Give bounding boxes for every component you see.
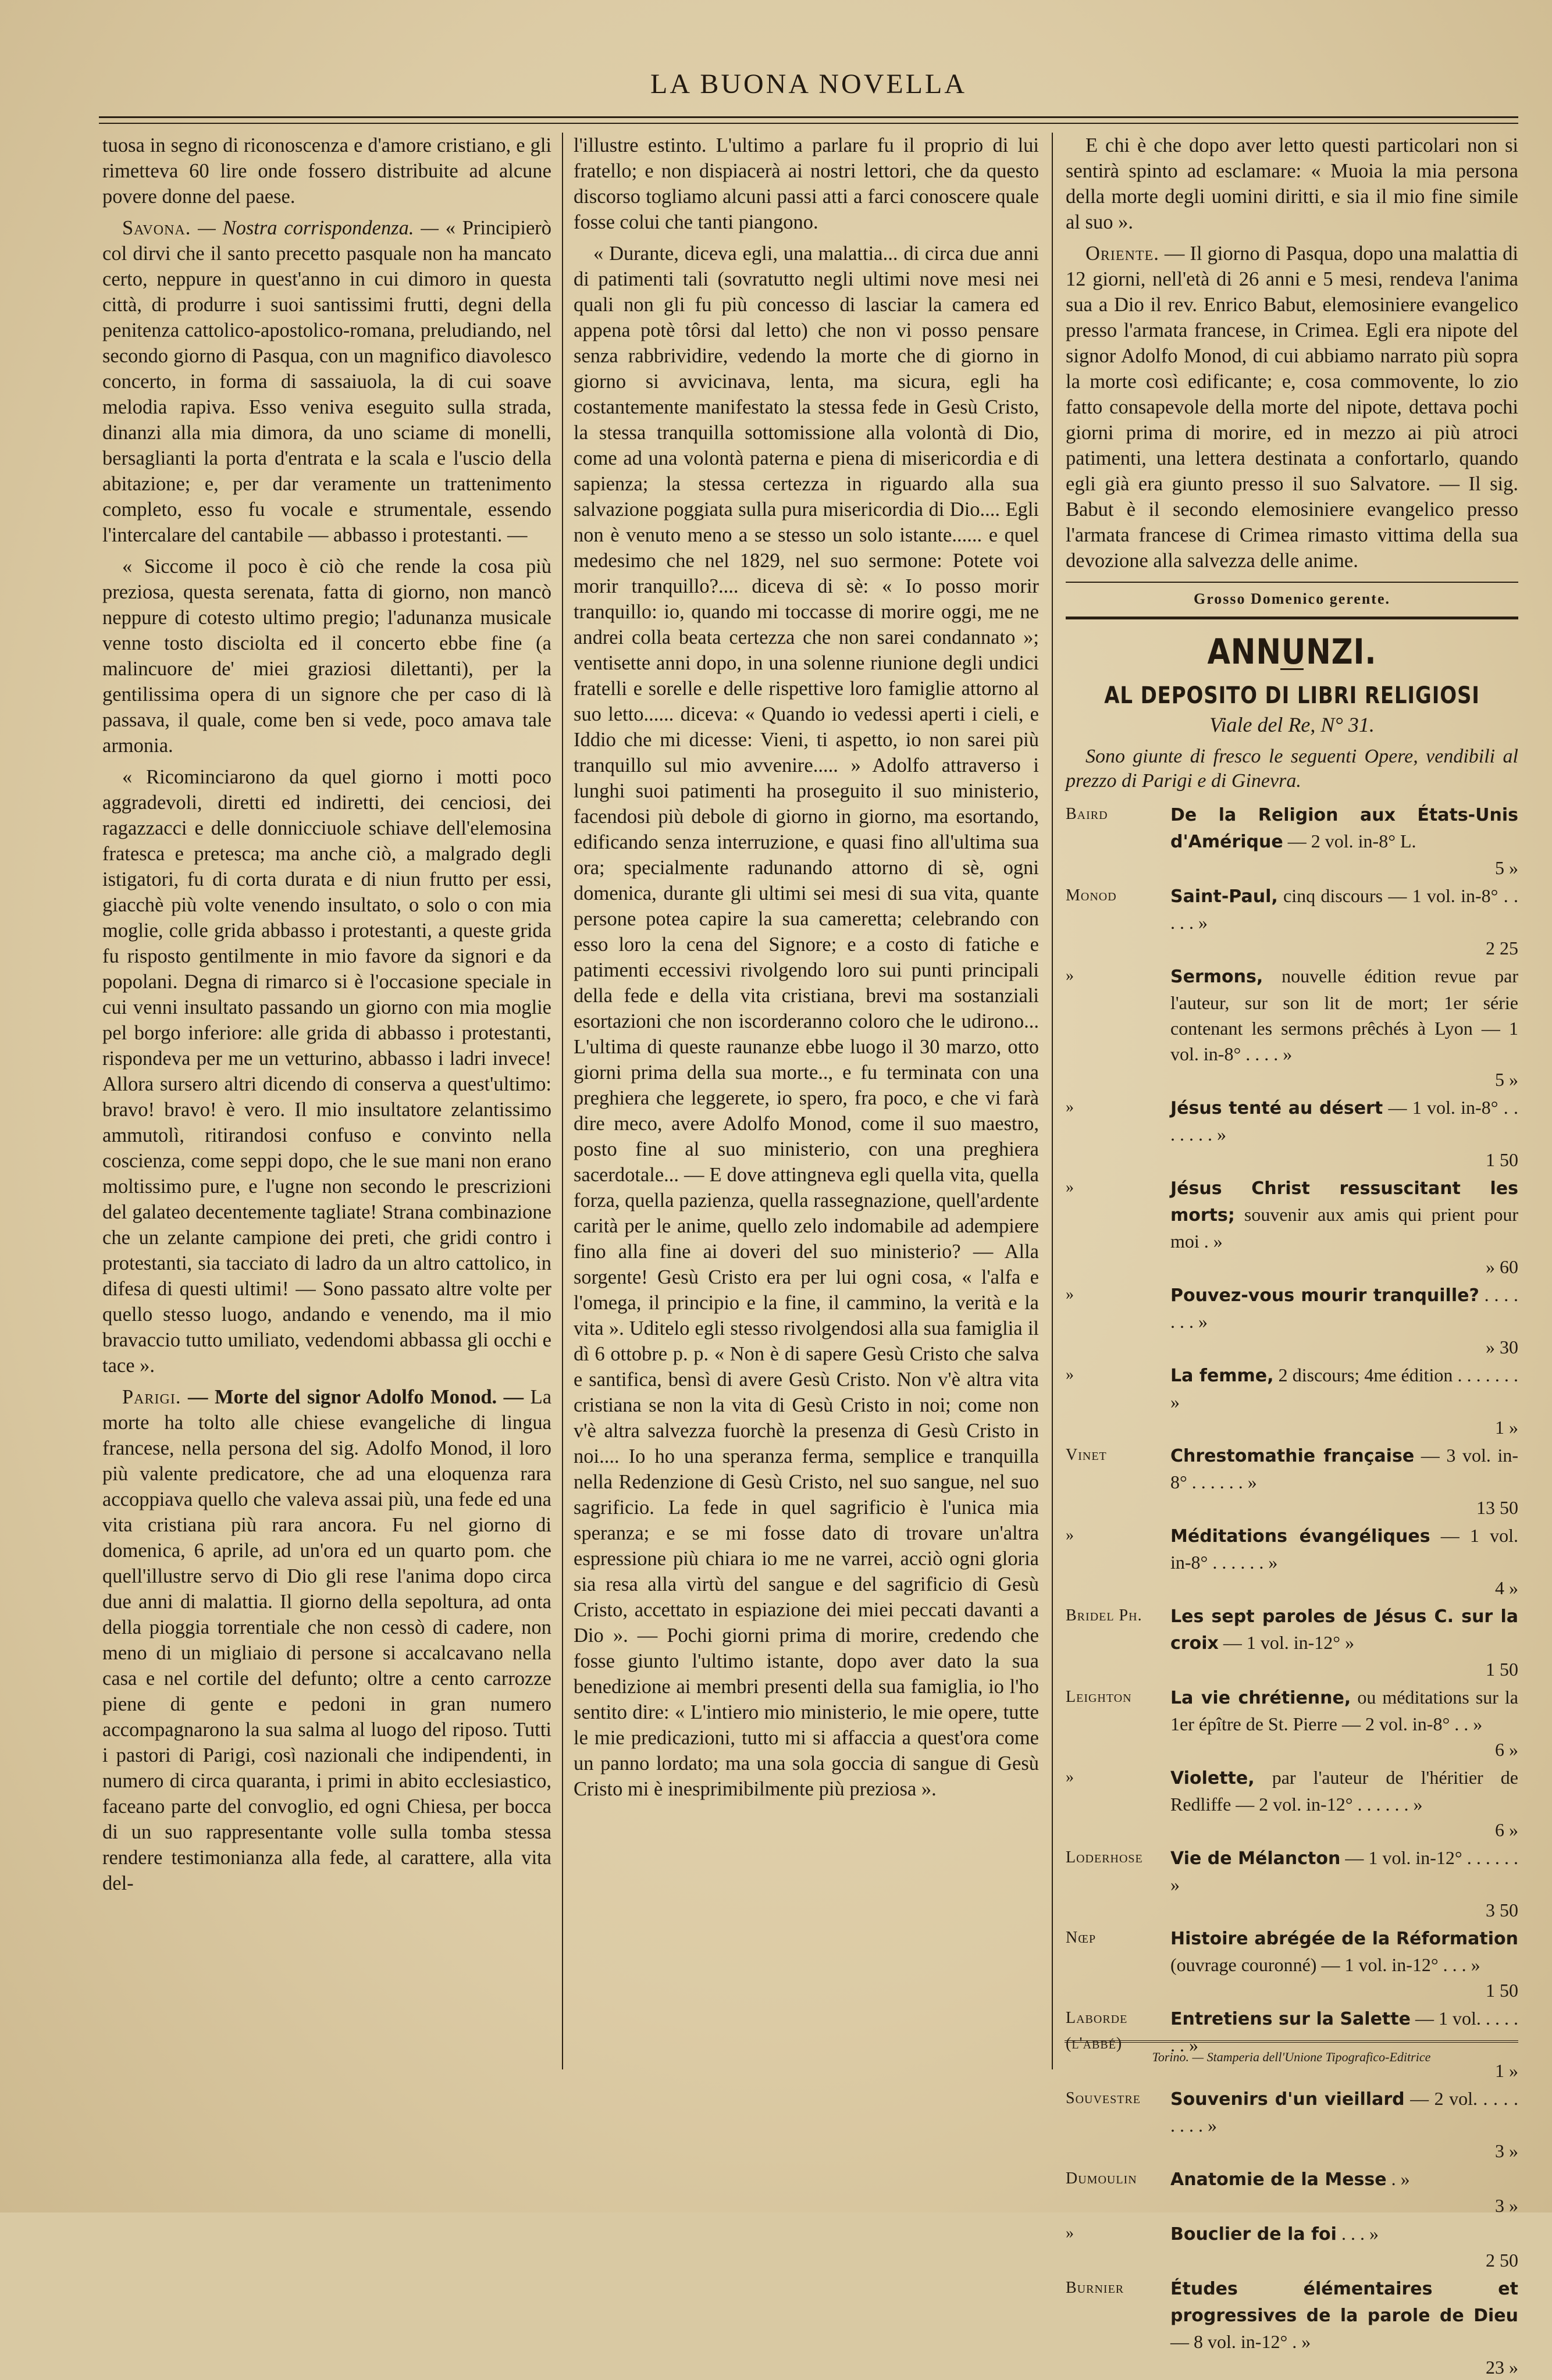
book-price: » 30 xyxy=(1486,1337,1518,1358)
book-details: — 3 vol. in-8° . . . . . . » xyxy=(1170,1445,1519,1492)
book-author: Baird xyxy=(1066,805,1108,823)
book-description xyxy=(1170,2086,1518,2164)
column-divider-2 xyxy=(1052,133,1053,2069)
column-1 xyxy=(102,133,551,2064)
paragraph: E chi è che dopo aver letto questi particolari non si sentirà spinto ad esclamare: « Muoia la mia persona della morte degli uomini diritti, e sia il mio fine simile al suo ». xyxy=(1066,134,1518,233)
book-entry xyxy=(1066,1523,1518,1601)
book-price: 4 » xyxy=(1495,1577,1518,1598)
book-details: — 1 vol. in-12° » xyxy=(1218,1632,1355,1653)
book-details: . . . . . . . » xyxy=(1170,1284,1518,1332)
book-price: 6 » xyxy=(1495,1739,1518,1760)
book-details: — 1 vol. in-8° . . . . . . » xyxy=(1170,1525,1518,1573)
book-entry xyxy=(1066,1442,1518,1520)
book-details: . » xyxy=(1386,2168,1410,2189)
book-price: 1 » xyxy=(1495,2060,1518,2081)
book-entry xyxy=(1066,1925,1518,2003)
book-description xyxy=(1170,1684,1518,1762)
book-entry xyxy=(1066,2086,1518,2164)
book-title: Méditations évangéliques xyxy=(1170,1526,1430,1547)
book-author: » xyxy=(1066,1366,1074,1384)
book-description xyxy=(1170,883,1518,961)
book-description xyxy=(1170,2221,1518,2273)
printer-line: Torino. — Stamperia dell'Unione Tipografico-Editrice xyxy=(1152,2050,1431,2064)
book-description xyxy=(1170,801,1518,881)
book-author: Dumoulin xyxy=(1066,2169,1137,2187)
book-description xyxy=(1170,1282,1518,1360)
book-description xyxy=(1170,1095,1518,1173)
book-title: Les sept paroles de Jésus C. sur la croix xyxy=(1170,1606,1518,1654)
column-2 xyxy=(574,133,1039,2064)
annunzi-heading: ANNUNZI. xyxy=(1207,632,1377,672)
book-author: Nœp xyxy=(1066,1929,1097,1947)
book-list xyxy=(1066,801,1518,2380)
book-entry xyxy=(1066,2005,1518,2083)
book-entry xyxy=(1066,1765,1518,1843)
book-details: — 8 vol. in-12° . » xyxy=(1170,2331,1311,2352)
book-price: 3 50 xyxy=(1486,1900,1518,1921)
book-price: 1 50 xyxy=(1486,1659,1518,1680)
book-description xyxy=(1170,1603,1518,1682)
book-details: (ouvrage couronné) — 1 vol. in-12° . . . » xyxy=(1170,1954,1480,1975)
book-details: . . . » xyxy=(1336,2223,1379,2244)
book-title: Violette, xyxy=(1170,1768,1255,1788)
book-author: Burnier xyxy=(1066,2279,1124,2297)
masthead-rule xyxy=(99,116,1518,124)
book-author: » xyxy=(1066,1526,1074,1544)
book-price: 6 » xyxy=(1495,1819,1518,1840)
book-entry xyxy=(1066,1362,1518,1440)
book-title: La vie chrétienne, xyxy=(1170,1688,1351,1708)
book-description xyxy=(1170,2275,1518,2380)
book-price: 23 » xyxy=(1486,2357,1518,2378)
book-author: » xyxy=(1066,1178,1074,1196)
book-price: 2 50 xyxy=(1486,2250,1518,2271)
book-author: » xyxy=(1066,967,1074,985)
article-title: — Morte del signor Adolfo Monod. — xyxy=(187,1386,524,1408)
book-description xyxy=(1170,1362,1518,1440)
book-description xyxy=(1170,2166,1518,2218)
book-details: par l'auteur de l'héritier de Redliffe — 2 vol. in-12° . . . . . . » xyxy=(1170,1767,1518,1815)
book-price: 5 » xyxy=(1495,1069,1518,1090)
deposito-heading: AL DEPOSITO DI LIBRI RELIGIOSI xyxy=(1104,682,1480,709)
book-details: ou méditations sur la 1er épître de St. Pierre — 2 vol. in-8° . . » xyxy=(1170,1687,1518,1734)
book-description xyxy=(1170,963,1518,1092)
book-entry xyxy=(1066,1282,1518,1360)
book-details: — 1 vol. . . . . . . » xyxy=(1170,2008,1519,2055)
book-title: La femme, xyxy=(1170,1366,1274,1386)
paragraph-text: « Principierò col dirvi che il santo precetto pasquale non ha mancato certo, neppure in quest'anno in cui dimoro in questa città, di produrre i suoi santissimi frutti, degni della penitenza cattolico-apostolico-romana, preludiando, nel secondo giorno di Pasqua, con un magnifico diavolesco concerto, in forma di sassaiuola, la di cui soave melodia rapiva. Esso veniva eseguito sulla strada, dinanzi alla mia dimora, da uno sciame di monelli, bersaglianti la porta d'entrata e la scala e l'uscio della abitazione; e, per dar veramente un trattenimento completo, esso fu vocale e strumentale, essendo l'intercalare del cantabile — abbasso i protestanti. — xyxy=(102,217,552,546)
book-author: Leighton xyxy=(1066,1688,1132,1706)
book-details: nouvelle édition revue par l'auteur, sur son lit de mort; 1er série contenant les sermons prêchés à Lyon — 1 vol. in-8° . . . . » xyxy=(1170,965,1518,1064)
book-price: 2 25 xyxy=(1486,938,1518,959)
paragraph-text: — Il giorno di Pasqua, dopo una malattia di 12 giorni, nell'età di 26 anni e 5 mesi, rendeva l'anima sua a Dio il rev. Enrico Babut, elemosiniere evangelico presso l'armata francese, in Crimea. Egli era nipote del signor Adolfo Monod, di cui abbiamo narrato più sopra la morte così edificante; e, cosa commovente, lo zio fatto consapevole della morte del nipote, dettava pochi giorni prima di morire, ed in mezzo ai più atroci patimenti, una lettera destinata a confortarlo, quando egli già era giunto presso il suo Salvatore. — Il sig. Babut è il secondo elemosiniere evangelico presso l'armata francese di Crimea rimasto vittima della sua devozione alla salvezza delle anime. xyxy=(1066,243,1519,572)
book-description xyxy=(1170,1442,1518,1520)
book-title: Vie de Mélancton xyxy=(1170,1848,1341,1869)
paragraph-oriente xyxy=(1066,241,1518,573)
paragraph: « Ricominciarono da quel giorno i motti poco aggradevoli, diretti ed indiretti, dei cenciosi, dei ragazzacci e delle donnicciuole schiave dell'elemosina fratesca e pretesca; ma anche ciò, a malgrado degli istigatori, fu di corta durata e di niun frutto per essi, giacchè più volte venendo insultato, o solo o con mia moglie, colle grida abbasso i protestanti, a queste grida fu risposto gentilmente in mio favore da signori e da popolani. Degna di rimarco si è l'occasione speciale in cui venni insultato passando un giorno con mia moglie pel borgo inferiore: alle grida di abbasso i protestanti, rispondeva per me un vetturino, abbasso i ladri invece! Allora sursero altri dicendo di conserva a quest'ultimo: bravo! bravo! è vero. Il mio insultatore zelantissimo ammutolì, ritirandosi confuso e convinto nella coscienza, come seppi dopo, che le sue mani non erano moltissimo pure, e l'ugne non secondo le prescrizioni del galateo decentemente tagliate! Strana combinazione che un zelante campione dei preti, che gridi contro i protestanti, sia tacciato di ladro da un altro cattolico, in difesa di questi ultimi! — Sono passato altre volte per quello stesso luogo, andando e venendo, ma il mio bravaccio tutto umiliato, vedendomi abbassa gli occhi e tace ». xyxy=(102,766,551,1377)
book-description xyxy=(1170,1925,1518,2003)
book-title: De la Religion aux États-Unis d'Amérique xyxy=(1170,805,1518,852)
book-title: Bouclier de la foi xyxy=(1170,2224,1337,2244)
book-author: » xyxy=(1066,1098,1074,1116)
book-details: 2 discours; 4me édition . . . . . . . » xyxy=(1170,1364,1519,1412)
paragraph: l'illustre estinto. L'ultimo a parlare fu il proprio di lui fratello; e non dispiacerà ai nostri lettori, che da questo discorso togliamo alcuni passi atti a farci conoscere quale fosse colui che tanti piangono. xyxy=(574,134,1039,233)
book-price: 5 » xyxy=(1495,857,1518,878)
column-divider-1 xyxy=(562,133,563,2069)
section-heading-savona: Savona. xyxy=(122,217,191,239)
book-author: Monod xyxy=(1066,886,1117,904)
book-title: Saint-Paul, xyxy=(1170,886,1278,907)
book-description xyxy=(1170,1523,1518,1601)
book-entry xyxy=(1066,2275,1518,2380)
book-description xyxy=(1170,1845,1518,1923)
book-details: souvenir aux amis qui prient pour moi . » xyxy=(1170,1204,1518,1252)
book-title: Chrestomathie française xyxy=(1170,1446,1415,1466)
book-details: — 2 vol. in-8° L. xyxy=(1283,831,1416,851)
book-price: 1 50 xyxy=(1486,1980,1518,2001)
book-title: Pouvez-vous mourir tranquille? xyxy=(1170,1285,1479,1306)
book-author: Laborde (l'abbé) xyxy=(1066,2009,1128,2053)
paragraph: tuosa in segno di riconoscenza e d'amore cristiano, e gli rimetteva 60 lire onde fossero distribuite ad alcune povere donne del paese. xyxy=(102,134,551,208)
book-price: 1 » xyxy=(1495,1417,1518,1438)
book-details: — 2 vol. . . . . . . . . » xyxy=(1170,2088,1518,2136)
masthead-title: LA BUONA NOVELLA xyxy=(650,69,967,99)
book-entry xyxy=(1066,963,1518,1092)
book-author: Vinet xyxy=(1066,1446,1107,1464)
intro-text: Sono giunte di fresco le seguenti Opere, vendibili al prezzo di Parigi e di Ginevra. xyxy=(1066,746,1518,792)
book-entry xyxy=(1066,1684,1518,1762)
book-author: » xyxy=(1066,2224,1074,2242)
book-author: Souvestre xyxy=(1066,2089,1141,2107)
book-entry xyxy=(1066,2166,1518,2218)
book-price: 3 » xyxy=(1495,2195,1518,2216)
book-title: Souvenirs d'un vieillard xyxy=(1170,2089,1405,2110)
book-title: Entretiens sur la Salette xyxy=(1170,2009,1411,2029)
gerente-line: Grosso Domenico gerente. xyxy=(1066,582,1518,619)
paragraph-text: La morte ha tolto alle chiese evangeliche di lingua francese, nella persona del sig. Adolfo Monod, il loro più valente predicatore, che ad una eloquenza rara accoppiava quello che valeva assai più, una fede ed una vita cristiana più rara ancora. Fu nel giorno di domenica, 6 aprile, ad un'ora ed un quarto pom. che quell'illustre servo di Dio gli rese l'anima dopo circa due anni di malattia. Il giorno della sepoltura, ad onta della pioggia torrentiale che non cessò di cadere, non meno di un migliaio di persone si accalcavano nella casa e nel cortile del defunto; oltre a cento carrozze piene di gente e pedoni in gran numero accompagnarono la sua salma al luogo del riposo. Tutti i pastori di Parigi, così nazionali che indipendenti, in numero di circa quaranta, i primi in abito ecclesiastico, faceano parte del convoglio, ed ogni Chiesa, per bocca di un suo rappresentante volle sulla tomba stessa rendere testimonianza alla fede, al carattere, alla vita del- xyxy=(102,1386,552,1894)
book-details: — 1 vol. in-12° . . . . . . » xyxy=(1170,1847,1519,1895)
book-title: Anatomie de la Messe xyxy=(1170,2169,1387,2190)
book-description xyxy=(1170,1175,1518,1280)
book-author: » xyxy=(1066,1768,1074,1786)
book-details: — 1 vol. in-8° . . . . . . . » xyxy=(1170,1097,1519,1145)
book-description xyxy=(1170,1765,1518,1843)
book-author: Bridel Ph. xyxy=(1066,1606,1142,1624)
book-entry xyxy=(1066,1095,1518,1173)
book-title: Histoire abrégée de la Réformation xyxy=(1170,1929,1518,1949)
book-entry xyxy=(1066,883,1518,961)
book-price: » 60 xyxy=(1486,1256,1518,1277)
book-title: Jésus tenté au désert xyxy=(1170,1098,1383,1118)
footer-rule xyxy=(1065,2040,1518,2043)
book-entry xyxy=(1066,1845,1518,1923)
book-entry xyxy=(1066,2221,1518,2273)
book-entry xyxy=(1066,1175,1518,1280)
book-title: Sermons, xyxy=(1170,967,1263,987)
book-author: Loderhose xyxy=(1066,1848,1143,1866)
book-author: » xyxy=(1066,1285,1074,1303)
book-price: 3 » xyxy=(1495,2140,1518,2161)
section-heading-parigi: Parigi. xyxy=(122,1386,181,1408)
section-heading-oriente: Oriente. xyxy=(1085,243,1159,265)
paragraph: « Siccome il poco è ciò che rende la cosa più preziosa, questa serenata, fatta di giorno, non mancò neppure di cotesto ultimo pregio; l'adunanza musicale venne tosto disciolta ed il concerto ebbe fine (a malincuore de' miei graziosi dilettanti), per la gentilissima opera di un signore che per caso di là passava, il quale, come ben si vede, poco amava tale armonia. xyxy=(102,555,551,757)
section-subheading: — Nostra corrispondenza. — xyxy=(198,217,439,239)
paragraph-parigi xyxy=(102,1384,551,1896)
book-price: 13 50 xyxy=(1476,1497,1518,1518)
book-title: Études élémentaires et progressives de la parole de Dieu xyxy=(1170,2279,1518,2326)
book-details: cinq discours — 1 vol. in-8° . . . . . » xyxy=(1170,885,1518,933)
book-entry xyxy=(1066,1603,1518,1682)
book-entry xyxy=(1066,801,1518,881)
book-title: Jésus Christ ressuscitant les morts; xyxy=(1170,1178,1518,1225)
book-price: 1 50 xyxy=(1486,1149,1518,1170)
book-description xyxy=(1170,2005,1518,2083)
column-3 xyxy=(1066,133,1519,2378)
address: Viale del Re, N° 31. xyxy=(1209,713,1375,736)
paragraph-savona xyxy=(102,215,551,548)
paragraph: « Durante, diceva egli, una malattia... di circa due anni di patimenti tali (sovratutto negli ultimi nove mesi nei quali non gli fu più concesso di lasciar la camera ed appena potè tôrsi dal letto) che non vi posso pensare senza rabbrividire, vedendo la morte che di giorno in giorno si avvicinava, lenta, ma sicura, egli ha costantemente manifestato la stessa fede in Gesù Cristo, la stessa tranquilla sottomissione alla volontà di Dio, come ad una volontà paterna e piena di misericordia e di sapienza; la stessa certezza in riguardo alla sua salvazione poggiata sulla pura misericordia di Dio.... Egli non è venuto meno a se stesso un solo istante...... e quel medesimo che nel 1829, nel suo sermone: Potete voi morir tranquillo?.... diceva di sè: « Io posso morir tranquillo: io, quando mi toccasse di morire oggi, me ne andrei colla beata certezza che non sarei condannato »; ventisette anni dopo, in una solenne riunione degli undici fratelli e sorelle e delle rispettive loro famiglie attorno al suo letto...... diceva: « Quando io vedessi aperti i cieli, e Iddio che mi dicesse: Vieni, ti aspetto, io non sarei più tranquillo sul mio avvenire..... » Adolfo attraverso i lunghi suoi patimenti ha proseguito il suo ministerio, facendosi più debole di giorno in giorno, ma esortando, edificando senza interruzione, e quasi fino all'ultima sua ora; specialmente radunando attorno di sè, ogni domenica, durante gli ultimi sei mesi di sua vita, quante persone potea capire la sua cameretta; celebrando con esso loro la cena del Signore; e a costo di fatiche e patimenti eccessivi rivolgendo loro sui punti principali della fede e della vita cristiana, brevi ma sostanziali esortazioni che non iscorderanno coloro che le udirono... L'ultima di queste raunanze ebbe luogo il 30 marzo, otto giorni prima della sua morte.., e fu terminata con una preghiera che leggerete, io spero, fra poco, e che vi farà dire meco, avere Adolfo Monod, come il suo maestro, posto fine al suo ministerio, con una preghiera sacerdotale... — E dove attingneva egli quella vita, quella forza, quella pazienza, quella rassegnazione, quell'ardente carità per le anime, quello zelo indomabile ad adempiere fino alla fine ai doveri del suo ministerio? — Alla sorgente! Gesù Cristo era per lui ogni cosa, « l'alfa e l'omega, il principio e la fine, il cammino, la verità e la vita ». Uditelo egli stesso rivolgendosi alla sua famiglia il dì 6 ottobre p. p. « Non è di sapere Gesù Cristo che salva e santifica, bensì di avere Gesù Cristo. Non v'è altra vita cristiana se non la vita di Gesù Cristo in noi; come non v'è altra salvezza fuorchè la presenza di Gesù Cristo in noi.... Io ho una speranza ferma, semplice e tranquilla nella Redenzione di Gesù Cristo, nel suo sangue, nel suo sagrificio. La fede in quel sagrificio è l'unica mia speranza; e se mi fosse dato di trovare un'altra espressione più chiara io me ne varrei, acciò ogni gloria sia resa alla virtù del sangue e del sagrificio di Gesù Cristo, accettato in espiazione dei miei peccati davanti a Dio ». — Pochi giorni prima di morire, credendo che fosse giunto l'ultimo istante, dopo aver dato la sua benedizione ai membri presenti della sua famiglia, io l'ho sentito dire: « L'intiero mio ministerio, le mie opere, tutte le mie predicazioni, tutto mi si affaccia a quest'ora come un panno lordato; ma una sola goccia di sangue di Gesù Cristo mi è inesprimibilmente più preziosa ». xyxy=(574,243,1039,1800)
